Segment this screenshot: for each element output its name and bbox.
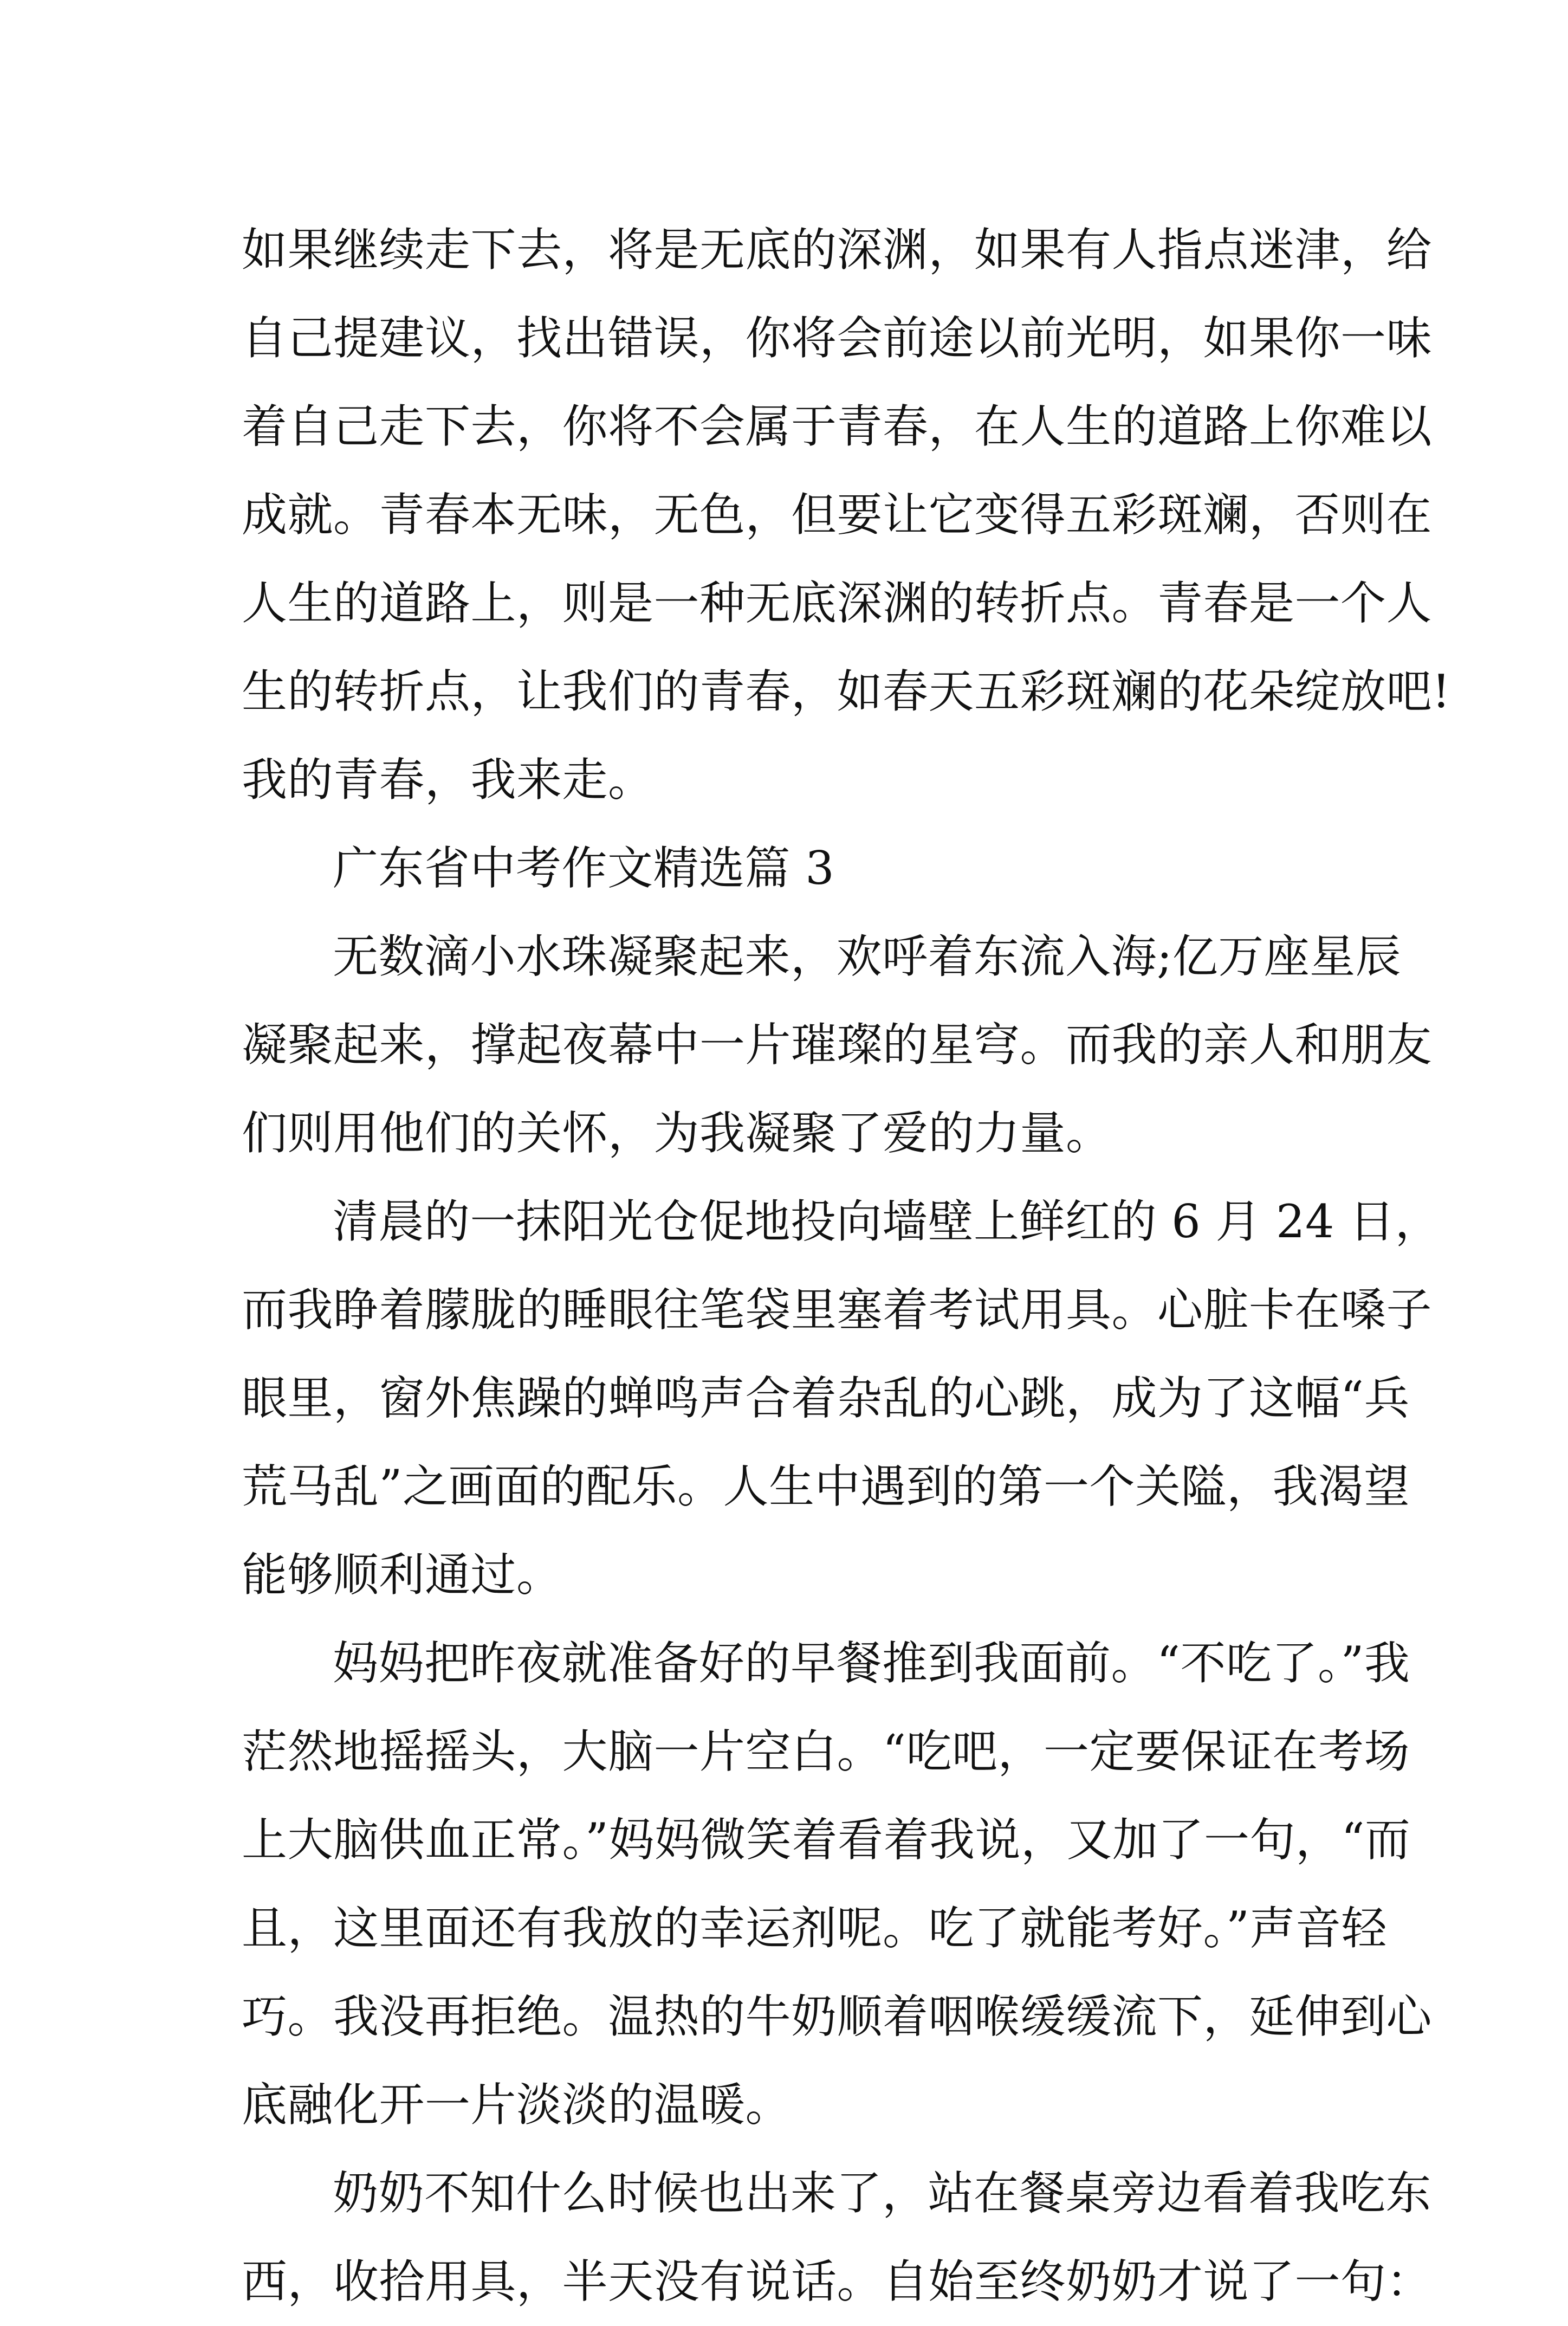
text-line: 妈妈把昨夜就准备好的早餐推到我面前。“不吃了。”我 xyxy=(333,1637,1410,1690)
text-line: 上大脑供血正常。”妈妈微笑着看着我说，又加了一句，“而 xyxy=(242,1813,1411,1866)
text-line: 着自己走下去，你将不会属于青春，在人生的道路上你难以 xyxy=(242,400,1433,453)
text-line: 茫然地摇摇头，大脑一片空白。“吃吧，一定要保证在考场 xyxy=(242,1725,1410,1778)
text-line: 奶奶不知什么时候也出来了，站在餐桌旁边看着我吃东 xyxy=(333,2167,1432,2220)
text-line: 底融化开一片淡淡的温暖。 xyxy=(242,2078,792,2131)
text-line: 自己提建议，找出错误，你将会前途以前光明，如果你一味 xyxy=(242,312,1433,365)
text-line: 们则用他们的关怀，为我凝聚了爱的力量。 xyxy=(242,1107,1112,1160)
text-line: 人生的道路上，则是一种无底深渊的转折点。青春是一个人 xyxy=(242,577,1433,630)
text-line: 如果继续走下去，将是无底的深渊，如果有人指点迷津，给 xyxy=(242,223,1433,276)
text-line: 且，这里面还有我放的幸运剂呢。吃了就能考好。”声音轻 xyxy=(242,1902,1387,1955)
text-line: 能够顺利通过。 xyxy=(242,1548,562,1601)
document-page xyxy=(242,206,1451,2326)
section-heading: 广东省中考作文精选篇 3 xyxy=(333,842,835,895)
text-line: 凝聚起来，撑起夜幕中一片璀璨的星穹。而我的亲人和朋友 xyxy=(242,1018,1433,1071)
text-line: 眼里，窗外焦躁的蝉鸣声合着杂乱的心跳，成为了这幅“兵 xyxy=(242,1372,1410,1425)
text-line: 西，收拾用具，半天没有说话。自始至终奶奶才说了一句： xyxy=(242,2255,1433,2308)
text-line: 我的青春，我来走。 xyxy=(242,753,654,806)
text-line: 无数滴小水珠凝聚起来，欢呼着东流入海;亿万座星辰 xyxy=(333,930,1402,983)
text-line: 清晨的一抹阳光仓促地投向墙壁上鲜红的 6 月 24 日， xyxy=(333,1195,1441,1248)
text-line: 成就。青春本无味，无色，但要让它变得五彩斑斓，否则在 xyxy=(242,488,1433,541)
text-line: 巧。我没再拒绝。温热的牛奶顺着咽喉缓缓流下，延伸到心 xyxy=(242,1990,1433,2043)
text-line: 荒马乱”之画面的配乐。人生中遇到的第一个关隘，我渴望 xyxy=(242,1460,1410,1513)
text-line: 生的转折点，让我们的青春，如春天五彩斑斓的花朵绽放吧! xyxy=(242,665,1451,718)
text-line: 而我睁着朦胧的睡眼往笔袋里塞着考试用具。心脏卡在嗓子 xyxy=(242,1283,1433,1336)
